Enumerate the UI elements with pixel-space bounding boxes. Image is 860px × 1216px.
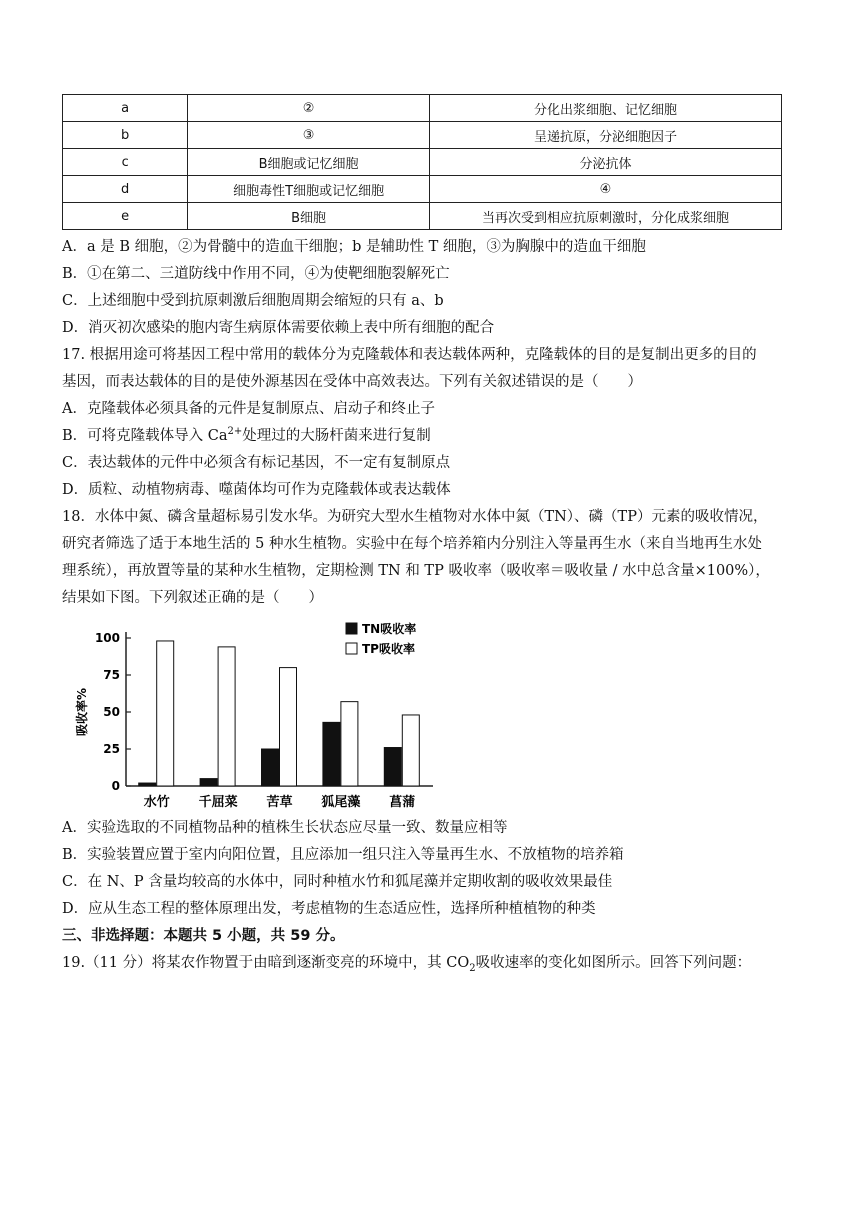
cell-label: d: [63, 176, 188, 203]
tp-bar: [218, 647, 235, 786]
tp-bar: [341, 702, 358, 786]
section-3-title: 三、非选择题：本题共 5 小题，共 59 分。: [62, 928, 345, 944]
legend-label: TN吸收率: [362, 622, 417, 636]
y-tick-label: 75: [103, 668, 120, 682]
cell-function: ④: [429, 176, 781, 203]
q17-option-a: A．克隆载体必须具备的元件是复制原点、启动子和终止子: [62, 401, 435, 417]
x-tick-label: 狐尾藻: [321, 795, 361, 810]
y-tick-label: 0: [111, 779, 120, 793]
q18-stem-line-3: 理系统），再放置等量的某种水生植物，定期检测 TN 和 TP 吸收率（吸收率＝吸收量 / 水中总含量×100%），: [62, 563, 770, 579]
q19-stem-text: 19.（11 分）将某农作物置于由暗到逐渐变亮的环境中，其 CO: [62, 955, 470, 971]
q18-option-d: D．应从生态工程的整体原理出发，考虑植物的生态适应性，选择所种植植物的种类: [62, 901, 596, 917]
y-tick-label: 100: [94, 631, 120, 645]
y-axis-label: 吸收率%: [75, 687, 89, 737]
q19-stem-subscript: 2: [469, 962, 476, 974]
x-tick-label: 苦草: [266, 795, 293, 810]
q17-option-b-text: B．可将克隆载体导入 Ca: [62, 428, 228, 444]
q17-option-b-rest: 处理过的大肠杆菌来进行复制: [242, 428, 431, 444]
q18-option-a: A．实验选取的不同植物品种的植株生长状态应尽量一致、数量应相等: [62, 820, 508, 836]
cell-label: c: [63, 149, 188, 176]
y-tick-label: 50: [103, 705, 120, 719]
q17-option-c: C．表达载体的元件中必须含有标记基因，不一定有复制原点: [62, 455, 451, 471]
table-row: [63, 149, 782, 176]
chart-svg: [68, 618, 448, 813]
x-tick-label: 千屈菜: [198, 795, 238, 810]
q17-stem-line-1: 17. 根据用途可将基因工程中常用的载体分为克隆载体和表达载体两种，克隆载体的目的是复制出更多的目的: [62, 347, 757, 363]
cell-label: e: [63, 203, 188, 230]
tn-bar: [384, 748, 401, 786]
q17-option-b: [62, 426, 802, 446]
tn-bar: [200, 779, 217, 786]
cell-label: b: [63, 122, 188, 149]
q18-stem-line-2: 研究者筛选了适于本地生活的 5 种水生植物。实验中在每个培养箱内分别注入等量再生水（来自当地再生水处: [62, 536, 762, 552]
cell-label: a: [63, 95, 188, 122]
legend-swatch: [346, 623, 357, 634]
q16-option-d: D．消灭初次感染的胞内寄生病原体需要依赖上表中所有细胞的配合: [62, 320, 495, 336]
table-row: [63, 176, 782, 203]
q16-option-b: B．①在第二、三道防线中作用不同，④为使靶细胞裂解死亡: [62, 266, 450, 282]
tn-bar: [262, 749, 279, 786]
q17-option-d: D．质粒、动植物病毒、噬菌体均可作为克隆载体或表达载体: [62, 482, 451, 498]
cell-function: 当再次受到相应抗原刺激时，分化成浆细胞: [429, 203, 781, 230]
q17-option-b-superscript: 2+: [227, 426, 243, 438]
q19-stem: [62, 953, 802, 973]
q16-option-c: C．上述细胞中受到抗原刺激后细胞周期会缩短的只有 a、b: [62, 293, 444, 309]
immune-cell-table: [62, 94, 782, 230]
table-row: [63, 95, 782, 122]
cell-name: B细胞或记忆细胞: [188, 149, 430, 176]
q19-stem-rest: 吸收速率的变化如图所示。回答下列问题：: [475, 955, 752, 971]
x-tick-label: 菖蒲: [389, 795, 416, 810]
x-tick-label: 水竹: [143, 795, 170, 810]
tn-bar: [323, 722, 340, 786]
cell-function: 呈递抗原，分泌细胞因子: [429, 122, 781, 149]
cell-function: 分泌抗体: [429, 149, 781, 176]
legend-swatch: [346, 643, 357, 654]
cell-name: ③: [188, 122, 430, 149]
y-tick-label: 25: [103, 742, 120, 756]
table-row: [63, 122, 782, 149]
cell-name: ②: [188, 95, 430, 122]
absorption-bar-chart: [68, 618, 448, 813]
tp-bar: [280, 668, 297, 786]
cell-name: B细胞: [188, 203, 430, 230]
q18-stem-line-1: 18．水体中氮、磷含量超标易引发水华。为研究大型水生植物对水体中氮（TN）、磷（TP）元素的吸收情况，: [62, 509, 768, 525]
table-row: [63, 203, 782, 230]
q18-stem-line-4: 结果如下图。下列叙述正确的是（ ）: [62, 590, 323, 606]
tp-bar: [157, 641, 174, 786]
q18-option-b: B．实验装置应置于室内向阳位置，且应添加一组只注入等量再生水、不放植物的培养箱: [62, 847, 624, 863]
cell-function: 分化出浆细胞、记忆细胞: [429, 95, 781, 122]
legend-label: TP吸收率: [362, 642, 415, 656]
cell-name: 细胞毒性T细胞或记忆细胞: [188, 176, 430, 203]
q18-option-c: C．在 N、P 含量均较高的水体中，同时种植水竹和狐尾藻并定期收割的吸收效果最佳: [62, 874, 613, 890]
tn-bar: [139, 783, 156, 786]
tp-bar: [402, 715, 419, 786]
q16-option-a: A．a 是 B 细胞，②为骨髓中的造血干细胞；b 是辅助性 T 细胞，③为胸腺中的造血干细胞: [62, 239, 646, 255]
q17-stem-line-2: 基因，而表达载体的目的是使外源基因在受体中高效表达。下列有关叙述错误的是（ ）: [62, 374, 642, 390]
